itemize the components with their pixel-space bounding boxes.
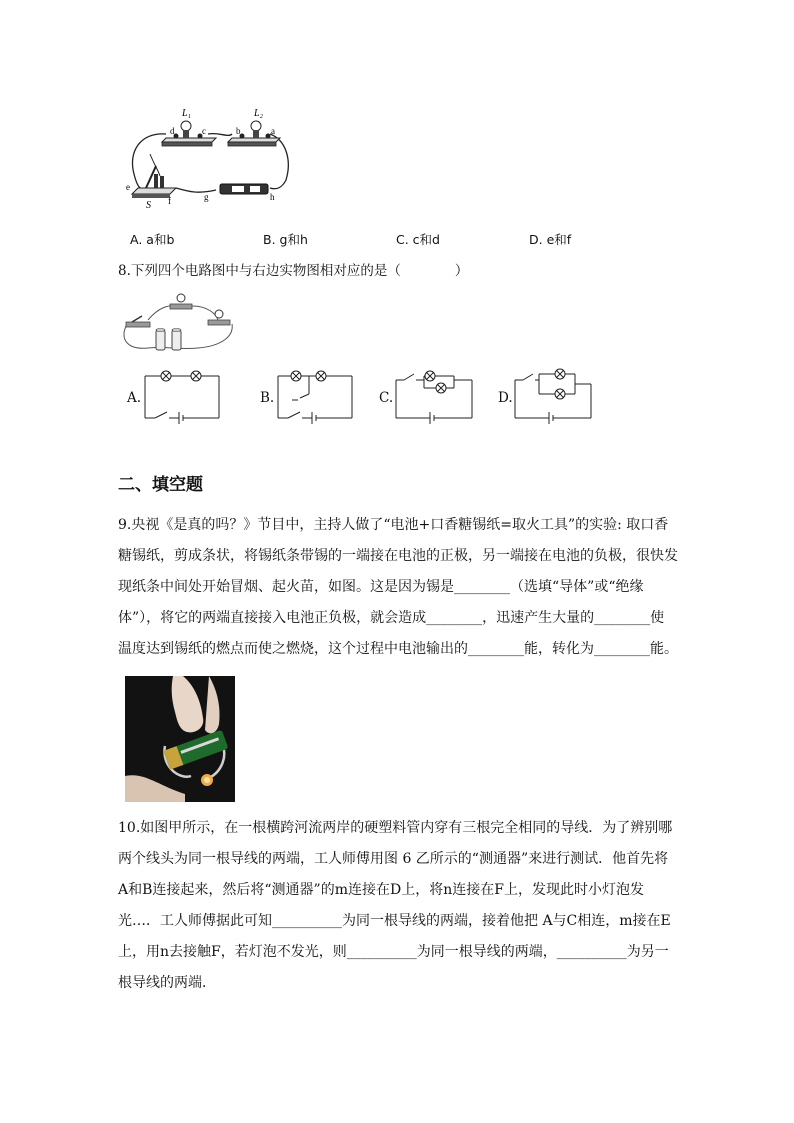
q9-photo-battery-foil bbox=[125, 676, 235, 802]
label-h: h bbox=[270, 192, 275, 202]
q10-text bbox=[118, 813, 672, 999]
label-a: a bbox=[271, 126, 275, 136]
label-f: f bbox=[168, 196, 171, 206]
q8-option-a-label: A. bbox=[127, 390, 142, 406]
label-e: e bbox=[126, 182, 130, 192]
q7-option-c: C. c和d bbox=[396, 232, 440, 247]
label-L2: L₂ bbox=[254, 108, 264, 119]
label-g: g bbox=[204, 192, 209, 202]
q10-line-6: 根导线的两端． bbox=[118, 975, 216, 991]
q10-line-3: A和B连接起来，然后将“测通器”的m连接在D上，将n连接在F上，发现此时小灯泡发 bbox=[118, 882, 644, 898]
q9-text bbox=[118, 510, 678, 665]
q7-option-b: B. g和h bbox=[263, 232, 308, 247]
q8-option-d-label: D. bbox=[498, 390, 513, 406]
section-title-fill-in: 二、填空题 bbox=[118, 475, 203, 495]
q9-line-1: 9.央视《是真的吗？》节目中，主持人做了“电池+口香糖锡纸=取火工具”的实验: 取口香 bbox=[118, 517, 669, 533]
q8-option-d-diagram bbox=[513, 366, 593, 426]
label-S: S bbox=[146, 200, 151, 211]
label-b: b bbox=[236, 126, 241, 136]
q8-stem: 8.下列四个电路图中与右边实物图相对应的是（ ） bbox=[118, 263, 469, 279]
label-d: d bbox=[170, 126, 175, 136]
q9-line-3: 现纸条中间处开始冒烟、起火苗，如图。这是因为锡是________（选填“导体”或“绝缘 bbox=[118, 579, 644, 595]
q8-option-c-label: C. bbox=[379, 390, 394, 406]
q7-option-d: D. e和f bbox=[529, 232, 572, 247]
q10-line-1: 10.如图甲所示，在一根横跨河流两岸的硬塑料管内穿有三根完全相同的导线．为了辨别哪 bbox=[118, 820, 673, 836]
q7-option-a: A. a和b bbox=[130, 232, 175, 247]
q9-line-2: 糖锡纸，剪成条状，将锡纸条带锡的一端接在电池的正极，另一端接在电池的负极，很快发 bbox=[118, 548, 678, 564]
label-L1: L₁ bbox=[182, 108, 192, 119]
q8-option-b-diagram bbox=[276, 368, 354, 424]
q10-line-5: 上，用n去接触F，若灯泡不发光，则__________为同一根导线的两端，__________为另一 bbox=[118, 944, 669, 960]
q9-line-5: 温度达到锡纸的燃点而使之燃烧，这个过程中电池输出的________能，转化为________能。 bbox=[118, 641, 678, 657]
q8-option-b-label: B. bbox=[260, 390, 275, 406]
q10-line-2: 两个线头为同一根导线的两端，工人师傅用图 6 乙所示的“测通器”来进行测试．他首先将 bbox=[118, 851, 669, 867]
q9-line-4: 体”），将它的两端直接接入电池正负极，就会造成________，迅速产生大量的________使 bbox=[118, 610, 665, 626]
q10-line-4: 光…．工人师傅据此可知__________为同一根导线的两端，接着他把 A与C相连，m接在E bbox=[118, 913, 671, 929]
q8-option-c-diagram bbox=[394, 366, 474, 426]
q8-option-a-diagram bbox=[143, 368, 221, 424]
q8-physical-circuit bbox=[118, 290, 238, 356]
label-c: c bbox=[202, 126, 206, 136]
q7-circuit-figure bbox=[120, 104, 296, 214]
